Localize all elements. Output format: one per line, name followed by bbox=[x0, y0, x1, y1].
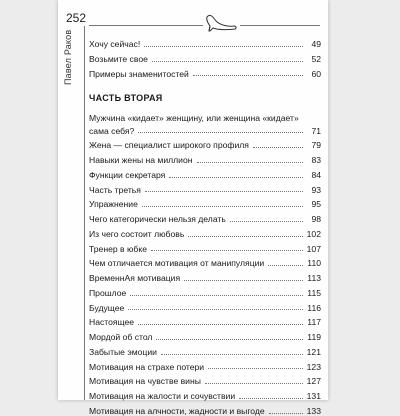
toc-entry-title: Мотивация на алчности, жадности и выгоде bbox=[89, 405, 265, 416]
author-name: Павел Раков bbox=[63, 30, 73, 86]
toc-leader-dots bbox=[268, 264, 303, 266]
toc-leader-dots bbox=[197, 161, 304, 163]
toc-leader-dots bbox=[269, 412, 303, 414]
toc-leader-dots bbox=[138, 131, 303, 133]
toc-entry-page: 102 bbox=[306, 228, 321, 239]
toc-leader-dots bbox=[130, 294, 303, 296]
toc-entry[interactable] bbox=[89, 64, 321, 79]
toc-entry-page: 107 bbox=[306, 243, 321, 254]
toc-entry[interactable] bbox=[89, 357, 321, 372]
toc-entry-page: 60 bbox=[311, 68, 321, 79]
toc-entry-title: Настоящее bbox=[89, 317, 135, 328]
toc-leader-dots bbox=[138, 323, 303, 325]
toc-entry[interactable] bbox=[89, 327, 321, 342]
toc-entry[interactable] bbox=[89, 342, 321, 357]
toc-leader-dots bbox=[156, 338, 303, 340]
toc-entry-page: 110 bbox=[307, 258, 321, 269]
toc-leader-dots bbox=[205, 382, 303, 384]
high-heel-shoe-icon bbox=[204, 9, 238, 33]
toc-leader-dots bbox=[230, 220, 303, 222]
toc-entry-page: 127 bbox=[306, 376, 321, 387]
toc-leader-dots bbox=[144, 45, 303, 47]
toc-leader-dots bbox=[188, 235, 303, 237]
toc-leader-dots bbox=[169, 176, 303, 178]
toc-entry[interactable] bbox=[89, 312, 321, 327]
toc-entry-title: Возьмите свое bbox=[89, 53, 148, 64]
toc-entry-title: Навыки жены на миллион bbox=[89, 155, 193, 166]
toc-entry-page: 121 bbox=[306, 346, 321, 357]
toc-entry-title: Хочу сейчас! bbox=[89, 39, 141, 50]
toc-leader-dots bbox=[151, 249, 303, 251]
toc-entry-page: 49 bbox=[311, 39, 321, 50]
toc-entry-title: Функции секретаря bbox=[89, 169, 166, 180]
toc-entry[interactable] bbox=[89, 34, 321, 49]
toc-leader-dots bbox=[142, 205, 303, 207]
toc-entry-title: Примеры знаменитостей bbox=[89, 68, 189, 79]
toc-entry-title: Тренер в юбке bbox=[89, 243, 147, 254]
toc-entry-title-line1: Мужчина «кидает» женщину, или женщина «кидает» bbox=[89, 113, 299, 124]
toc-entry-title: Мотивация на чувстве вины bbox=[89, 376, 201, 387]
toc-leader-dots bbox=[161, 353, 303, 355]
toc-entry[interactable] bbox=[89, 239, 321, 254]
toc-entry[interactable] bbox=[89, 401, 321, 416]
toc-entry-title: Будущее bbox=[89, 302, 125, 313]
toc-entry-page: 98 bbox=[311, 214, 321, 225]
toc-entry-page: 119 bbox=[307, 332, 321, 343]
toc-entry-title-line2: сама себя? bbox=[89, 125, 135, 136]
toc-entry-page: 117 bbox=[307, 317, 321, 328]
toc-leader-dots bbox=[253, 146, 303, 148]
toc-entry[interactable] bbox=[89, 283, 321, 298]
toc-entry[interactable] bbox=[89, 386, 321, 401]
toc-entry-title: Мотивация на жалости и сочувствии bbox=[89, 391, 236, 402]
toc-list bbox=[89, 135, 321, 415]
toc-leader-dots bbox=[208, 367, 303, 369]
toc-leader-dots bbox=[239, 397, 303, 399]
toc-entry-page: 115 bbox=[307, 287, 321, 298]
toc-leader-dots bbox=[184, 279, 303, 281]
toc-entry-page: 123 bbox=[306, 361, 321, 372]
toc-leader-dots bbox=[193, 74, 303, 76]
toc-entry[interactable] bbox=[89, 298, 321, 313]
toc-entry[interactable] bbox=[89, 268, 321, 283]
toc-entry[interactable] bbox=[89, 49, 321, 64]
toc-entry-page: 133 bbox=[306, 405, 321, 416]
toc-entry[interactable] bbox=[89, 209, 321, 224]
toc-entry[interactable] bbox=[89, 371, 321, 386]
header-rule-right bbox=[240, 25, 320, 26]
toc-entry-title: Чем отличается мотивация от манипуляции bbox=[89, 258, 265, 269]
toc-entry-title: Жена — специалист широкого профиля bbox=[89, 140, 249, 151]
page-number: 252 bbox=[66, 11, 87, 25]
toc-entry-title: Упражнение bbox=[89, 199, 138, 210]
toc-entry[interactable] bbox=[89, 165, 321, 180]
toc-leader-dots bbox=[145, 190, 303, 192]
toc-entry-page: 131 bbox=[306, 391, 321, 402]
toc-entry-multiline[interactable] bbox=[89, 105, 321, 135]
toc-entry-title: Прошлое bbox=[89, 287, 127, 298]
section-title: ЧАСТЬ ВТОРАЯ bbox=[89, 93, 163, 104]
toc-entry-page: 113 bbox=[307, 273, 321, 284]
toc-entry-page: 71 bbox=[311, 125, 321, 136]
table-of-contents bbox=[89, 34, 321, 416]
toc-entry-page: 95 bbox=[311, 199, 321, 210]
toc-entry-title: Часть третья bbox=[89, 184, 141, 195]
toc-entry[interactable] bbox=[89, 150, 321, 165]
toc-entry-page: 116 bbox=[307, 302, 321, 313]
margin-rule bbox=[84, 26, 85, 400]
toc-leader-dots bbox=[152, 60, 303, 62]
toc-entry-page: 83 bbox=[311, 155, 321, 166]
toc-entry[interactable] bbox=[89, 180, 321, 195]
toc-entry-title: Мордой об стол bbox=[89, 332, 153, 343]
toc-entry-title: Чего категорически нельзя делать bbox=[89, 214, 226, 225]
toc-entry-title: Из чего состоит любовь bbox=[89, 228, 185, 239]
toc-entry[interactable] bbox=[89, 194, 321, 209]
toc-entry-page: 52 bbox=[311, 53, 321, 64]
toc-entry-page: 93 bbox=[311, 184, 321, 195]
toc-entry-page: 79 bbox=[311, 140, 321, 151]
toc-entry[interactable] bbox=[89, 224, 321, 239]
toc-entry-title: Мотивация на страхе потери bbox=[89, 361, 205, 372]
toc-entry-page: 84 bbox=[311, 169, 321, 180]
toc-entry[interactable] bbox=[89, 253, 321, 268]
toc-entry[interactable] bbox=[89, 135, 321, 150]
toc-entry-title: ВременнАя мотивация bbox=[89, 273, 181, 284]
header-rule-left bbox=[89, 25, 203, 26]
toc-entry-title: Забытые эмоции bbox=[89, 346, 157, 357]
toc-leader-dots bbox=[128, 308, 303, 310]
